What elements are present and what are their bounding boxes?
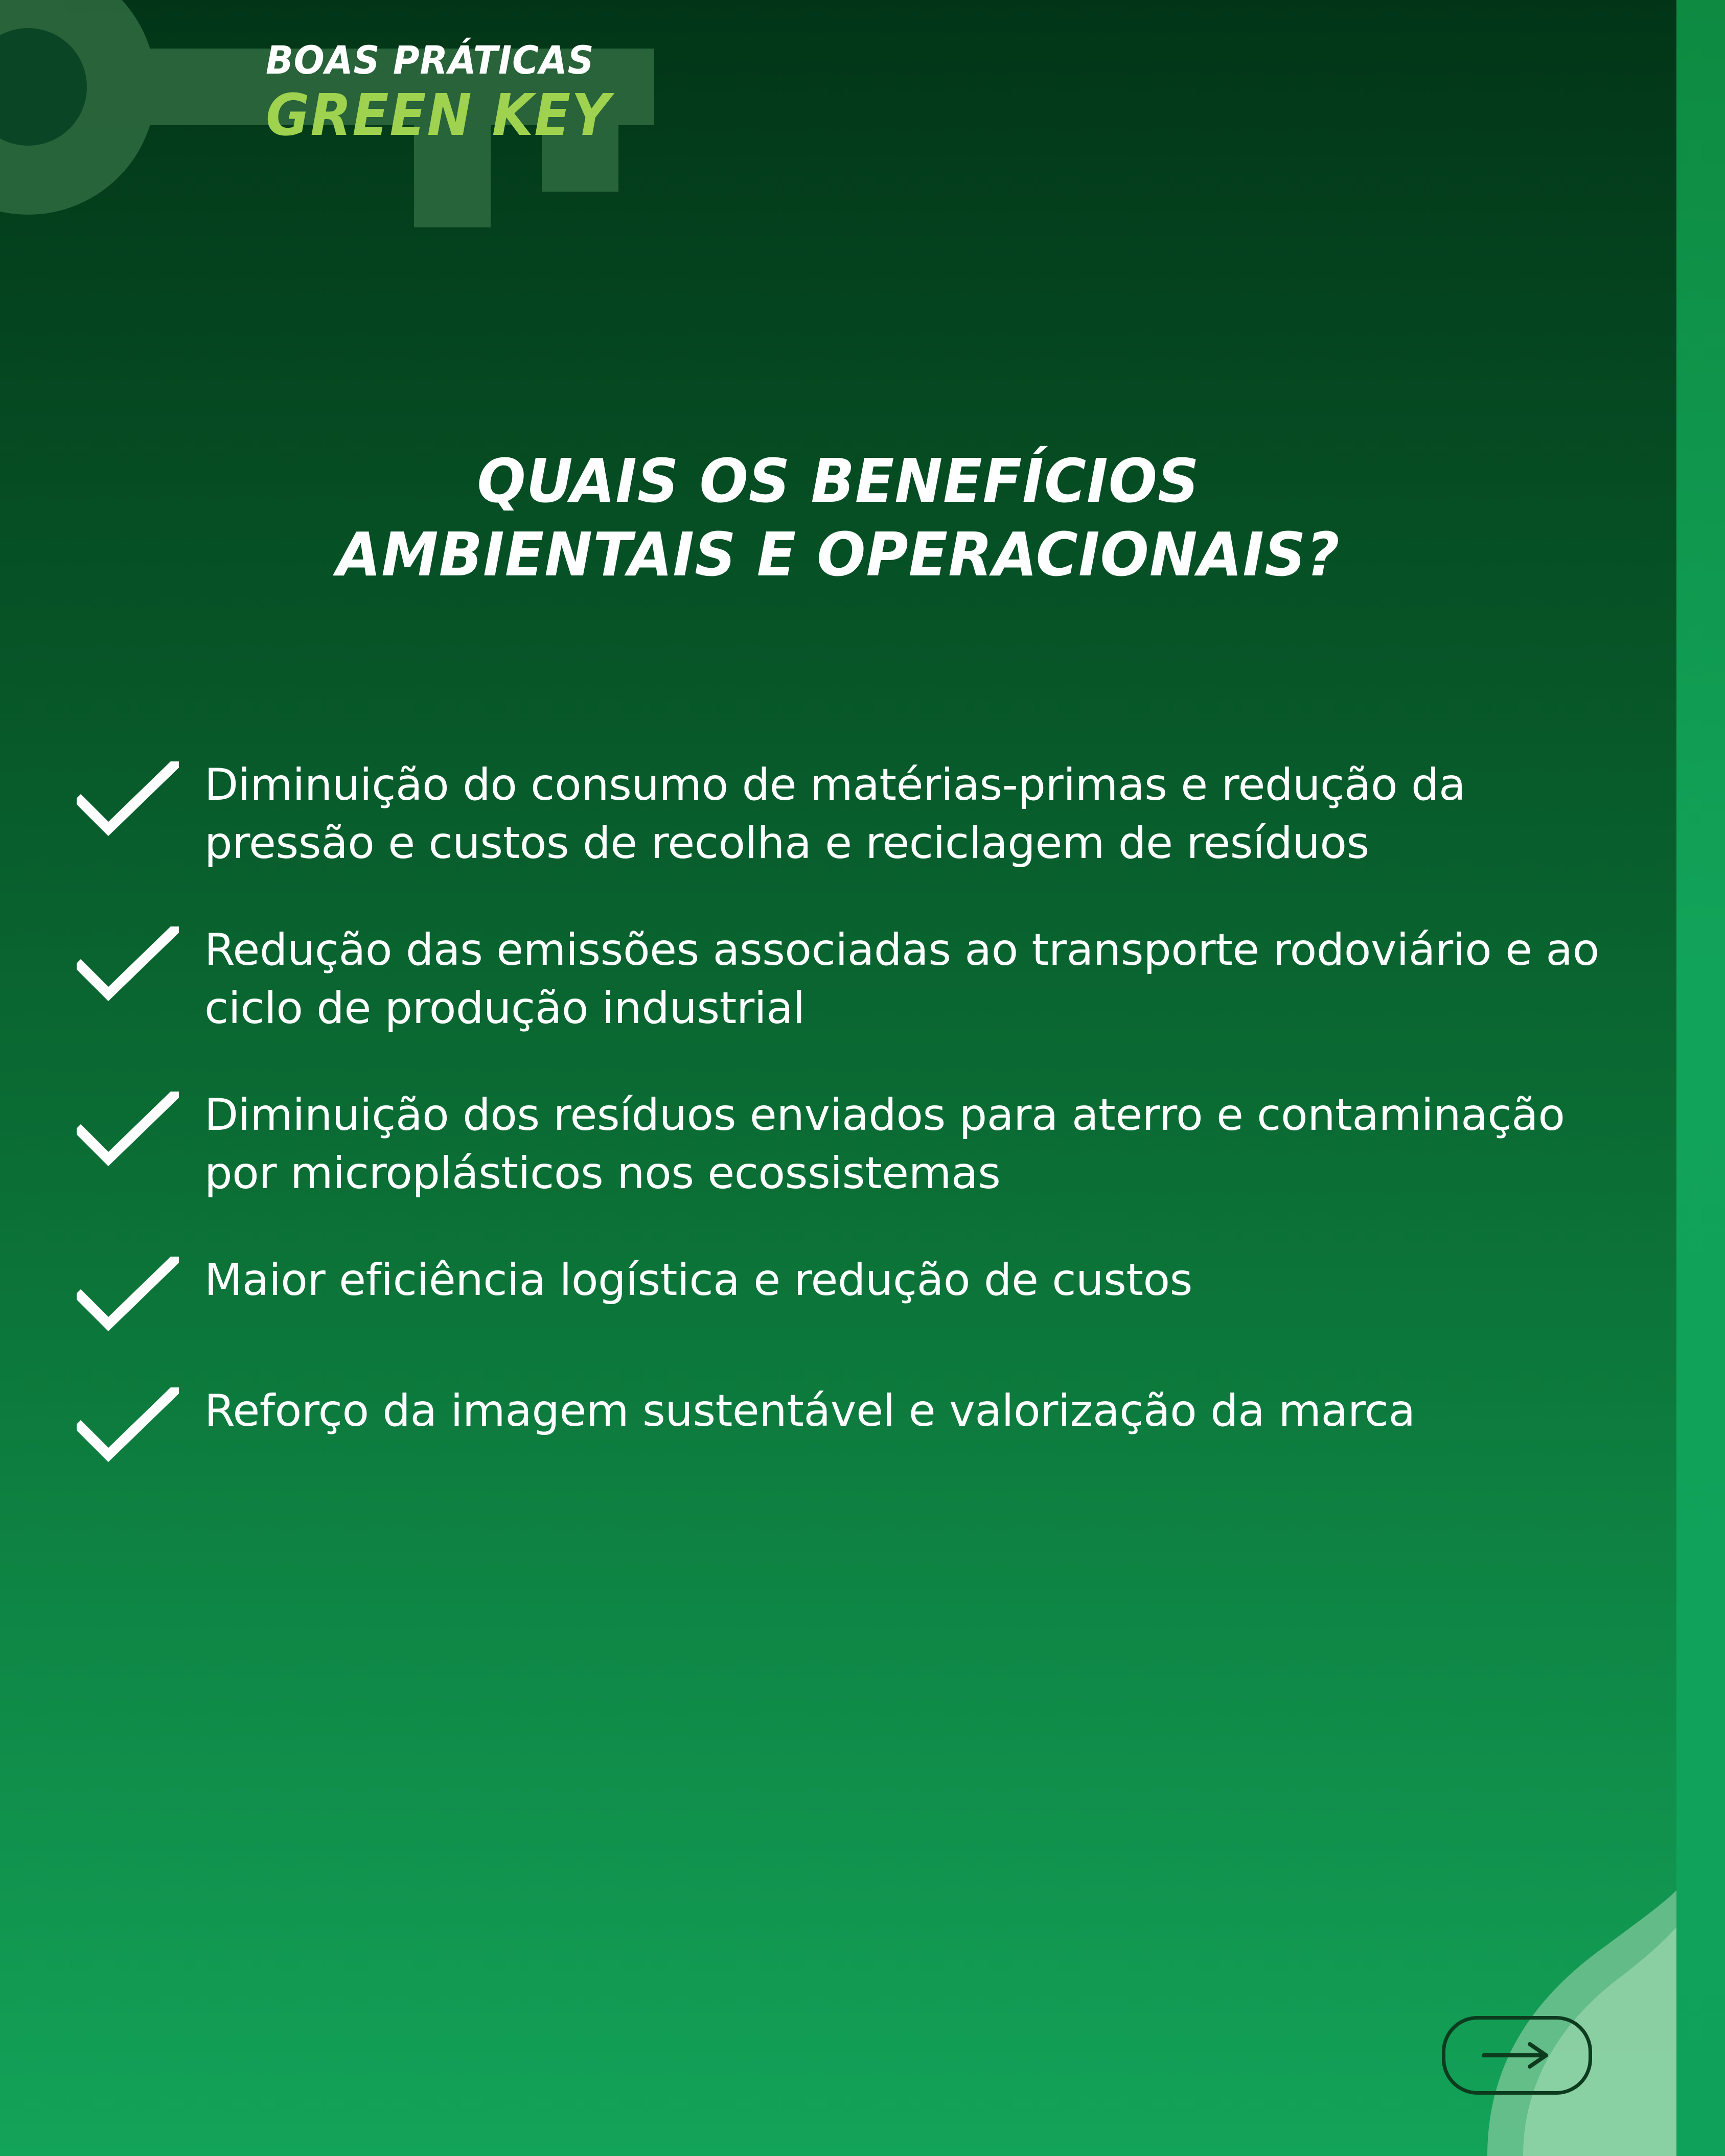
next-button[interactable] [1442,2016,1592,2095]
list-item [77,1382,1623,1464]
check-icon [77,1086,204,1168]
list-item [77,1251,1623,1333]
list-item-label: Diminuição do consumo de matérias-primas e redução da pressão e custos de recolha e reciclagem de resíduos [204,759,1466,869]
page-title-line-1: QUAIS OS BENEFÍCIOS [477,446,1200,516]
arrow-right-icon [1479,2040,1555,2071]
list-item-label: Maior eficiência logística e redução de custos [204,1255,1192,1306]
list-item [77,1086,1623,1202]
brand-line-2: GREEN KEY [266,82,611,149]
page-title [0,445,1676,592]
list-item [77,921,1623,1037]
benefits-list [77,756,1623,1464]
check-icon [77,1251,204,1333]
brush-decoration [1319,1870,1676,2156]
check-icon [77,1382,204,1464]
list-item-label: Diminuição dos resíduos enviados para aterro e contaminação por microplásticos nos ecossistemas [204,1089,1565,1199]
brand-lockup [266,37,637,149]
page-title-line-2: AMBIENTAIS E OPERACIONAIS? [336,519,1340,590]
check-icon [77,756,204,838]
list-item [77,756,1623,872]
check-icon [77,921,204,1003]
list-item-label: Redução das emissões associadas ao transporte rodoviário e ao ciclo de produção industrial [204,924,1599,1034]
brand-line-1: BOAS PRÁTICAS [266,37,594,83]
right-accent-bar [1676,0,1725,2156]
list-item-label: Reforço da imagem sustentável e valorização da marca [204,1385,1415,1437]
